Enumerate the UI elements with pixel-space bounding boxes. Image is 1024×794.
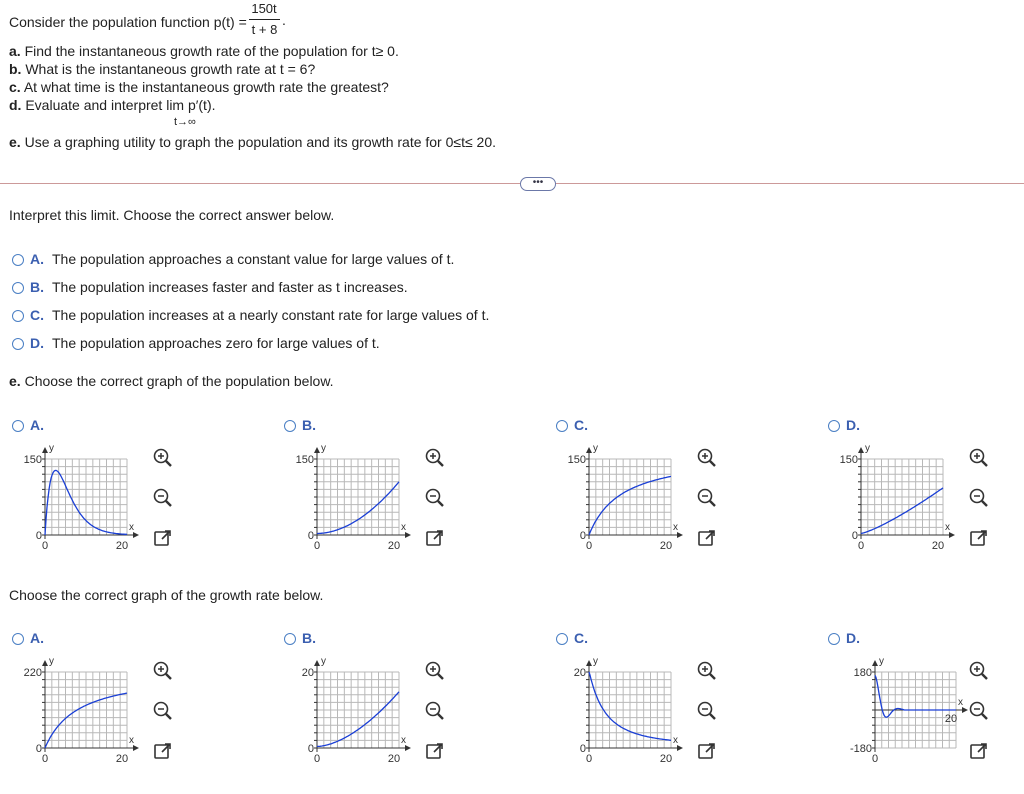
zoom-in-icon[interactable] (424, 447, 446, 469)
radio-icon[interactable] (12, 310, 24, 322)
section-divider (0, 183, 1024, 184)
y-axis-label: y (321, 443, 326, 454)
y-min-label: 0 (35, 743, 42, 755)
zoom-out-icon[interactable] (152, 487, 174, 509)
rate-graph-option-b[interactable] (284, 630, 464, 780)
rate-graph-option-a[interactable] (12, 630, 192, 780)
y-min-label: 0 (579, 743, 586, 755)
y-axis-label: y (49, 443, 54, 454)
zoom-in-icon[interactable] (968, 660, 990, 682)
interpret-option-c[interactable]: C. The population increases at a nearly constant rate for large values of t. (12, 307, 489, 323)
zoom-in-icon[interactable] (696, 660, 718, 682)
y-axis-label: y (865, 443, 870, 454)
zoom-in-icon[interactable] (152, 660, 174, 682)
population-graph-option-label[interactable] (284, 417, 316, 433)
radio-icon[interactable] (12, 420, 24, 432)
open-external-icon[interactable] (424, 740, 446, 762)
problem-intro: Consider the population function p(t) = (9, 14, 247, 30)
rate-graph-option-label[interactable] (12, 630, 44, 646)
interpret-prompt: Interpret this limit. Choose the correct answer below. (9, 207, 335, 223)
population-graph-option-label[interactable] (556, 417, 588, 433)
population-graph-option-label[interactable] (12, 417, 44, 433)
y-max-label: 20 (573, 667, 586, 679)
x-max-label: 20 (944, 713, 958, 725)
y-max-label: 150 (839, 454, 858, 466)
x-axis-label: x (401, 735, 406, 746)
option-letter: A. (30, 630, 44, 646)
open-external-icon[interactable] (696, 527, 718, 549)
y-min-label: 0 (851, 530, 858, 542)
x-max-label: 20 (659, 753, 673, 765)
x-axis-label: x (958, 697, 963, 708)
open-external-icon[interactable] (968, 740, 990, 762)
x-max-label: 20 (387, 540, 401, 552)
y-max-label: 220 (23, 667, 42, 679)
zoom-in-icon[interactable] (424, 660, 446, 682)
population-graph-option-d[interactable] (828, 417, 1008, 567)
x-min-label: 0 (585, 540, 593, 552)
rate-graph-option-label[interactable] (284, 630, 316, 646)
fraction-period: . (282, 12, 286, 28)
radio-icon[interactable] (12, 254, 24, 266)
population-graph-option-c[interactable] (556, 417, 736, 567)
y-axis-label: y (321, 656, 326, 667)
x-max-label: 20 (659, 540, 673, 552)
radio-icon[interactable] (828, 633, 840, 645)
y-min-label: 0 (579, 530, 586, 542)
x-axis-label: x (129, 522, 134, 533)
option-letter: B. (302, 417, 316, 433)
y-min-label: 0 (307, 743, 314, 755)
zoom-out-icon[interactable] (968, 487, 990, 509)
zoom-in-icon[interactable] (696, 447, 718, 469)
zoom-out-icon[interactable] (696, 700, 718, 722)
interpret-option-a[interactable]: A. The population approaches a constant value for large values of t. (12, 251, 454, 267)
radio-icon[interactable] (284, 633, 296, 645)
x-max-label: 20 (931, 540, 945, 552)
part-d: d. Evaluate and interpret lim p′(t). (9, 97, 216, 113)
fraction-bar (249, 19, 280, 20)
radio-icon[interactable] (828, 420, 840, 432)
x-min-label: 0 (313, 753, 321, 765)
x-min-label: 0 (41, 540, 49, 552)
y-min-label: 0 (307, 530, 314, 542)
open-external-icon[interactable] (152, 740, 174, 762)
x-axis-label: x (673, 522, 678, 533)
option-letter: D. (846, 417, 860, 433)
zoom-out-icon[interactable] (424, 487, 446, 509)
population-graph-option-label[interactable] (828, 417, 860, 433)
rate-prompt: Choose the correct graph of the growth rate below. (9, 587, 324, 603)
zoom-in-icon[interactable] (968, 447, 990, 469)
limit-subscript: t→∞ (174, 116, 196, 128)
y-axis-label: y (593, 443, 598, 454)
rate-graph-option-d[interactable] (828, 630, 1008, 780)
radio-icon[interactable] (556, 420, 568, 432)
y-min-label: -180 (849, 743, 872, 755)
open-external-icon[interactable] (696, 740, 718, 762)
population-prompt: e. Choose the correct graph of the population below. (9, 373, 334, 389)
rate-graph-option-label[interactable] (828, 630, 860, 646)
open-external-icon[interactable] (424, 527, 446, 549)
open-external-icon[interactable] (152, 527, 174, 549)
option-letter: C. (574, 417, 588, 433)
x-min-label: 0 (41, 753, 49, 765)
interpret-option-d[interactable]: D. The population approaches zero for large values of t. (12, 335, 380, 351)
part-e: e. Use a graphing utility to graph the population and its growth rate for 0≤t≤ 20. (9, 134, 497, 150)
y-axis-label: y (879, 656, 884, 667)
fraction-numerator: 150t (251, 1, 277, 16)
y-axis-label: y (593, 656, 598, 667)
option-letter: A. (30, 417, 44, 433)
option-letter: B. (302, 630, 316, 646)
y-max-label: 150 (567, 454, 586, 466)
part-b: b. What is the instantaneous growth rate at t = 6? (9, 61, 316, 77)
x-min-label: 0 (585, 753, 593, 765)
radio-icon[interactable] (284, 420, 296, 432)
x-axis-label: x (129, 735, 134, 746)
x-min-label: 0 (313, 540, 321, 552)
x-min-label: 0 (871, 753, 879, 765)
zoom-out-icon[interactable] (696, 487, 718, 509)
option-letter: D. (846, 630, 860, 646)
y-max-label: 20 (301, 667, 314, 679)
population-graph-option-a[interactable] (12, 417, 192, 567)
fraction-denominator: t + 8 (251, 22, 278, 37)
x-max-label: 20 (115, 540, 129, 552)
rate-graph-option-label[interactable] (556, 630, 588, 646)
radio-icon[interactable] (12, 338, 24, 350)
more-button[interactable]: ••• (520, 177, 556, 191)
x-max-label: 20 (387, 753, 401, 765)
y-max-label: 150 (23, 454, 42, 466)
y-max-label: 150 (295, 454, 314, 466)
radio-icon[interactable] (556, 633, 568, 645)
x-axis-label: x (945, 522, 950, 533)
population-graph-option-b[interactable] (284, 417, 464, 567)
zoom-out-icon[interactable] (152, 700, 174, 722)
open-external-icon[interactable] (968, 527, 990, 549)
x-axis-label: x (673, 735, 678, 746)
zoom-out-icon[interactable] (424, 700, 446, 722)
part-c: c. At what time is the instantaneous growth rate the greatest? (9, 79, 389, 95)
y-min-label: 0 (35, 530, 42, 542)
zoom-out-icon[interactable] (968, 700, 990, 722)
rate-graph-option-c[interactable] (556, 630, 736, 780)
x-axis-label: x (401, 522, 406, 533)
zoom-in-icon[interactable] (152, 447, 174, 469)
interpret-option-b[interactable]: B. The population increases faster and faster as t increases. (12, 279, 408, 295)
option-letter: C. (574, 630, 588, 646)
part-a: a. Find the instantaneous growth rate of the population for t≥ 0. (9, 43, 399, 59)
radio-icon[interactable] (12, 282, 24, 294)
radio-icon[interactable] (12, 633, 24, 645)
x-max-label: 20 (115, 753, 129, 765)
x-min-label: 0 (857, 540, 865, 552)
y-max-label: 180 (853, 667, 872, 679)
y-axis-label: y (49, 656, 54, 667)
